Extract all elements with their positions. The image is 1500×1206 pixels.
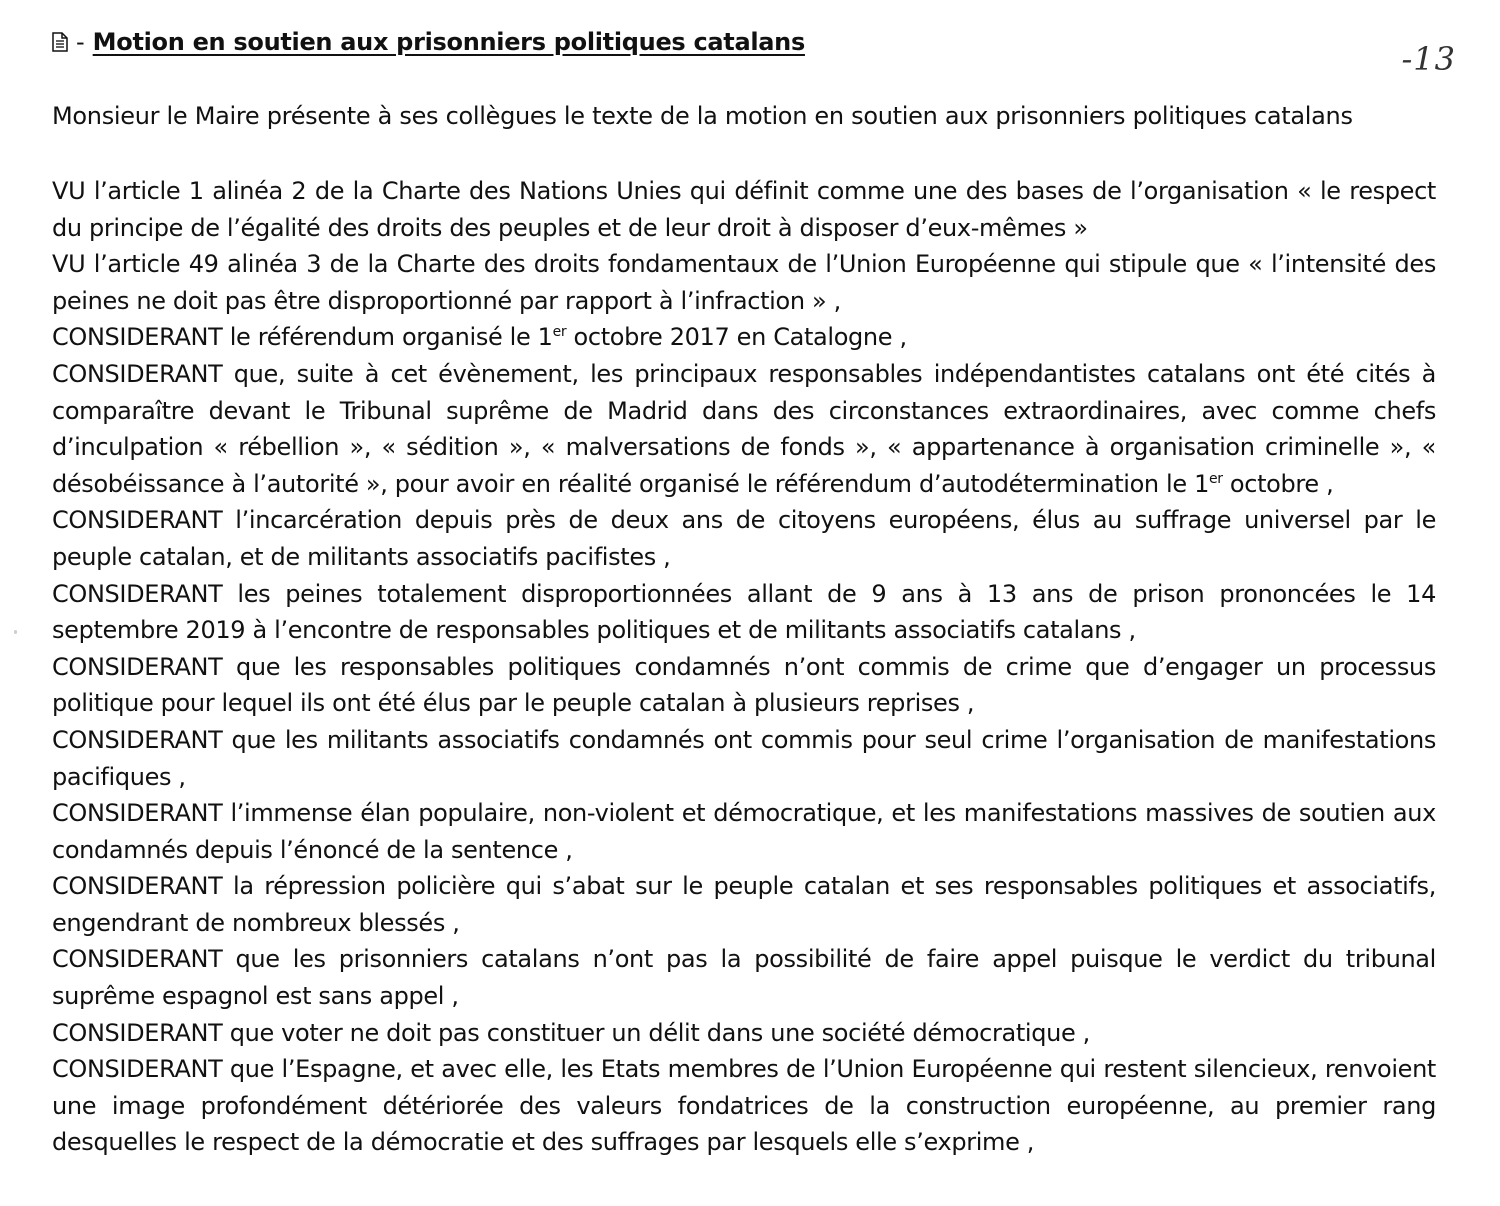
scan-speck: [14, 630, 17, 634]
ordinal-superscript: er: [1208, 470, 1223, 487]
considerant-eu-image: CONSIDERANT que l’Espagne, et avec elle, les Etats membres de l’Union Européenne qui restent silencieux, renvoient une image profondément détériorée des valeurs fondatrices de la construction européenne, au premier rang desquelles le respect de la démocratie et des suffrages par lesquels elle s’exprime ,: [52, 1055, 1436, 1157]
considerant-referendum-text-end: octobre 2017 en Catalogne ,: [566, 323, 907, 352]
considerant-activists: CONSIDERANT que les militants associatifs condamnés ont commis pour seul crime l’organisation de manifestations pacifiques ,: [52, 725, 1436, 791]
ordinal-superscript: er: [552, 324, 567, 341]
intro-sentence: Monsieur le Maire présente à ses collègues le texte de la motion en soutien aux prisonniers politiques catalans: [52, 102, 1353, 130]
considerant-referendum-text: CONSIDERANT le référendum organisé le 1: [52, 323, 553, 352]
vu-paragraph-un-charter: VU l’article 1 alinéa 2 de la Charte des Nations Unies qui définit comme une des bases de l’organisation « le respect du principe de l’égalité des droits des peuples et de leur droit à disposer d’eux-mêmes »: [52, 177, 1436, 242]
considerant-voting: CONSIDERANT que voter ne doit pas constituer un délit dans une société démocratique ,: [52, 1018, 1090, 1047]
header-dash: -: [76, 28, 85, 56]
considerant-tribunal-text-end: octobre ,: [1222, 469, 1334, 498]
document-icon: [52, 32, 68, 52]
considerant-sentences: CONSIDERANT les peines totalement disproportionnées allant de 9 ans à 13 ans de prison prononcées le 14 septembre 2019 à l’encontre de responsables politiques et de militants associatifs catalans ,: [52, 579, 1436, 645]
vu-paragraph-eu-charter: VU l’article 49 alinéa 3 de la Charte des droits fondamentaux de l’Union Européenne qui stipule que « l’intensité des peines ne doit pas être disproportionné par rapport à l’infraction » ,: [52, 250, 1436, 315]
considerant-incarceration: CONSIDERANT l’incarcération depuis près de deux ans de citoyens européens, élus au suffrage universel par le peuple catalan, et de militants associatifs pacifistes ,: [52, 506, 1436, 571]
motion-title: Motion en soutien aux prisonniers politiques catalans: [92, 28, 805, 56]
handwritten-page-number: -13: [1401, 40, 1456, 78]
motion-header: [52, 28, 805, 56]
considerant-no-appeal: CONSIDERANT que les prisonniers catalans n’ont pas la possibilité de faire appel puisque le verdict du tribunal suprême espagnol est sans appel ,: [52, 945, 1436, 1011]
considerant-repression: CONSIDERANT la répression policière qui s’abat sur le peuple catalan et ses responsables politiques et associatifs, engendrant de nombreux blessés ,: [52, 872, 1436, 937]
motion-body: [52, 173, 1436, 1161]
considerant-popular-support: CONSIDERANT l’immense élan populaire, non-violent et démocratique, et les manifestations massives de soutien aux condamnés depuis l’énoncé de la sentence ,: [52, 799, 1436, 864]
considerant-referendum: [52, 319, 1436, 356]
considerant-political-leaders: CONSIDERANT que les responsables politiques condamnés n’ont commis de crime que d’engager un processus politique pour lequel ils ont été élus par le peuple catalan à plusieurs reprises ,: [52, 652, 1436, 718]
considerant-tribunal: [52, 356, 1436, 502]
considerant-tribunal-text: CONSIDERANT que, suite à cet évènement, les principaux responsables indépendantistes catalans ont été cités à comparaître devant le Tribunal suprême de Madrid dans des circonstances extraordinaires, avec comme chefs d’inculpation « rébellion », « sédition », « malversations de fonds », « appartenance à organisation criminelle », « désobéissance à l’autorité », pour avoir en réalité organisé le référendum d’autodétermination le 1: [52, 359, 1436, 498]
